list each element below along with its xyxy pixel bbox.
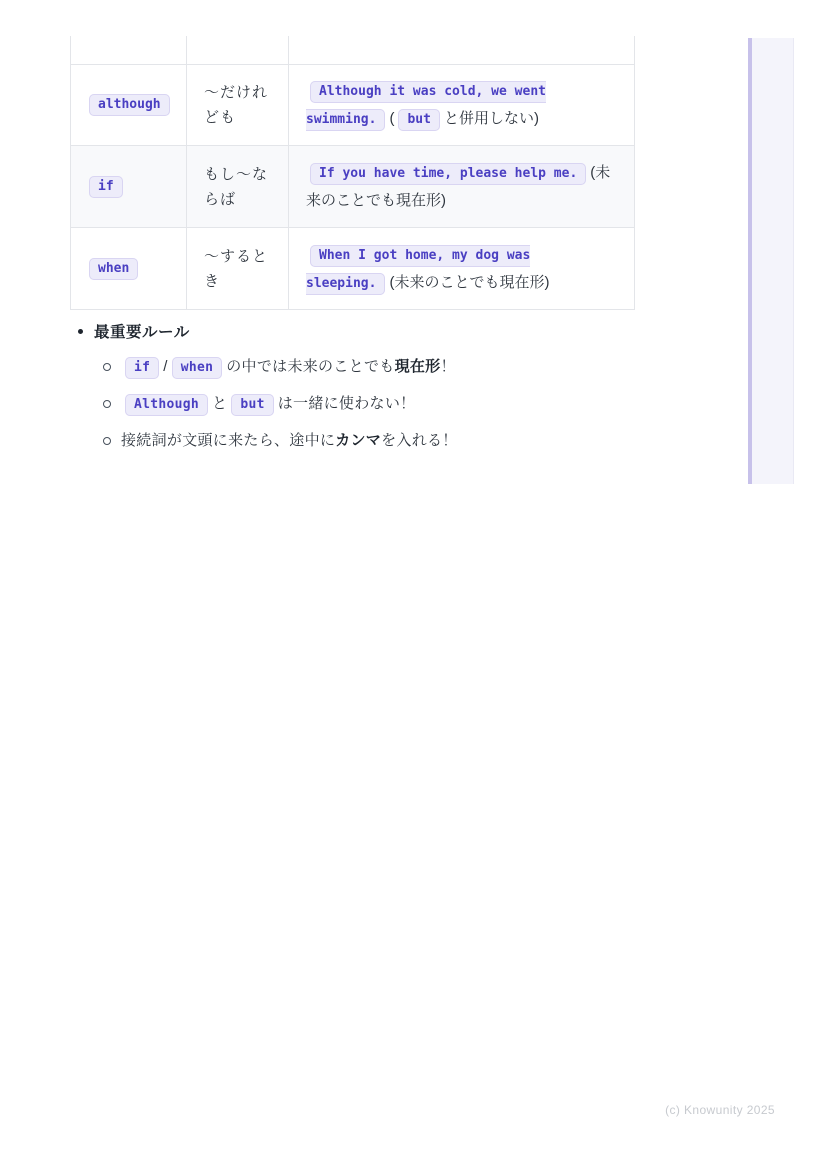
bullet-circle-icon bbox=[103, 400, 111, 408]
copyright-text: (c) Knowunity 2025 bbox=[665, 1103, 775, 1117]
example-code-badge: Although it was cold, we went swimming. bbox=[306, 81, 546, 131]
inline-code-badge: when bbox=[172, 357, 223, 379]
keyword-badge: if bbox=[89, 176, 123, 198]
example-cell bbox=[289, 146, 635, 228]
inline-code-badge: but bbox=[231, 394, 273, 416]
note-text: (未来のことでも現在形) bbox=[306, 163, 611, 209]
note-code-badge: but bbox=[398, 109, 439, 131]
rule-item bbox=[103, 392, 650, 416]
rule-text-part: ！ bbox=[440, 358, 456, 375]
meaning-cell bbox=[187, 65, 289, 146]
rule-text bbox=[121, 355, 456, 379]
keyword-cell bbox=[71, 228, 187, 310]
table-row bbox=[71, 65, 635, 146]
bullet-circle-icon bbox=[103, 437, 111, 445]
table-row bbox=[71, 228, 635, 310]
rules-title-item bbox=[78, 320, 650, 342]
page-edge-strip bbox=[748, 38, 794, 484]
rule-text-part: の中では未来のことでも bbox=[226, 358, 395, 375]
keyword-cell bbox=[71, 65, 187, 146]
meaning-cell bbox=[187, 228, 289, 310]
example-cell bbox=[289, 65, 635, 146]
keyword-badge: although bbox=[89, 94, 170, 116]
rule-text bbox=[121, 392, 415, 416]
rules-section bbox=[70, 320, 650, 453]
rule-item bbox=[103, 355, 650, 379]
rule-text-bold: 現在形 bbox=[394, 358, 441, 375]
table-row bbox=[71, 146, 635, 228]
example-code-badge: When I got home, my dog was sleeping. bbox=[306, 245, 530, 295]
note-text: (未来のことでも現在形) bbox=[389, 273, 550, 291]
keyword-cell bbox=[71, 146, 187, 228]
rule-item bbox=[103, 429, 650, 453]
rule-text bbox=[121, 429, 458, 453]
meaning-cell bbox=[187, 146, 289, 228]
meaning-text: 〜するとき bbox=[204, 247, 269, 290]
bullet-disc-icon bbox=[78, 329, 83, 334]
inline-code-badge: Although bbox=[125, 394, 208, 416]
rules-title: 最重要ルール bbox=[94, 324, 190, 341]
conjunction-table bbox=[70, 36, 635, 310]
rule-text-part: 接続詞が文頭に来たら、途中に bbox=[121, 432, 336, 449]
note-open-text: ( bbox=[389, 110, 395, 127]
inline-code-badge: if bbox=[125, 357, 159, 379]
meaning-text: 〜だけれども bbox=[204, 84, 269, 126]
table-cell bbox=[289, 36, 635, 65]
table-cell bbox=[187, 36, 289, 65]
table-cell bbox=[71, 36, 187, 65]
rule-text-part: は一緒に使わない！ bbox=[277, 395, 416, 412]
example-code-badge: If you have time, please help me. bbox=[310, 163, 586, 185]
note-close-text: と併用しない) bbox=[443, 110, 539, 127]
keyword-badge: when bbox=[89, 258, 138, 280]
bullet-circle-icon bbox=[103, 363, 111, 371]
rule-text-part: と bbox=[212, 395, 228, 412]
rule-text-bold: カンマ bbox=[335, 432, 382, 449]
meaning-text: もし〜ならば bbox=[204, 165, 269, 208]
example-cell bbox=[289, 228, 635, 310]
rule-text-part: を入れる！ bbox=[381, 432, 458, 449]
table-row-partial bbox=[71, 36, 635, 65]
separator-text: / bbox=[163, 358, 168, 375]
